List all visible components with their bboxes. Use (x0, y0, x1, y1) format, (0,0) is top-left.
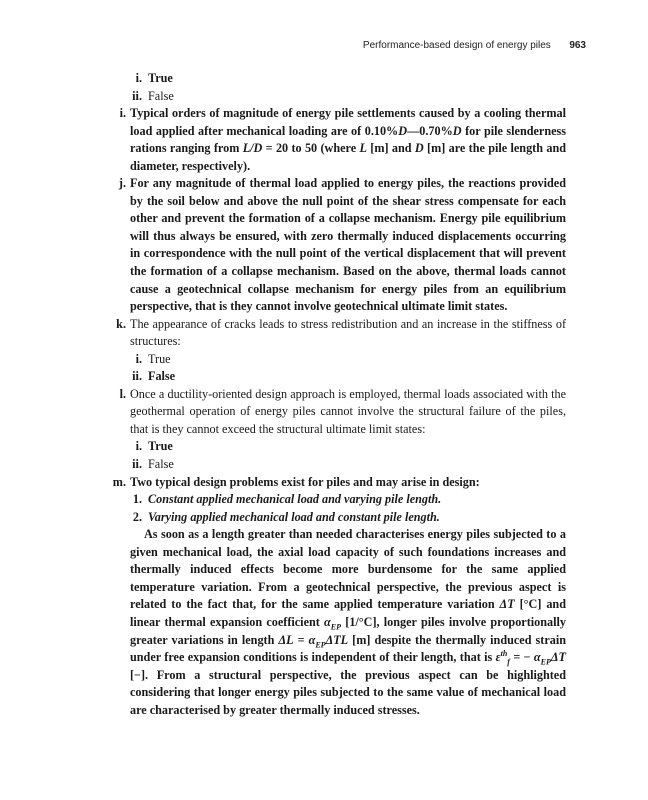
subscript-EP: EP (315, 639, 326, 649)
page-body (102, 70, 566, 719)
item-j-text: For any magnitude of thermal load applied to energy piles, the reactions provided by the soil below and above the null point of the shear stress compensate for each other and prevent the formation of a collapse mechanism. Energy pile equilibrium will thus always be ensured, with zero thermally induced displacements occurring in correspondence with the null point of the vertical displacement that will prevent the formation of a collapse mechanism. Based on the above, thermal loads cannot cause a geotechnical collapse mechanism for energy piles from an equilibrium perspective, that is they cannot involve geotechnical ultimate limit states. (130, 176, 566, 314)
item-m (102, 474, 566, 492)
symbol-L-over-D: L/D (242, 141, 263, 156)
option-label: ii. (132, 457, 142, 472)
page-number: 963 (569, 40, 586, 51)
item-m-text: Two typical design problems exist for piles and may arise in design: (130, 474, 480, 489)
item-i-text: —0.70% (407, 123, 453, 138)
symbol-epsilon: ε (495, 650, 501, 665)
superscript-th: th (500, 648, 508, 658)
option-label: ii. (132, 369, 142, 384)
running-header (363, 40, 586, 51)
symbol-alpha: α (533, 650, 541, 665)
symbol-D: D (398, 123, 408, 138)
option-text: True (148, 439, 173, 454)
symbol-alpha: α (308, 632, 316, 647)
symbol-delta-L: ΔL (278, 632, 294, 647)
item-l (102, 386, 566, 439)
symbol-alpha: α (324, 614, 331, 629)
option-k-i (102, 351, 566, 369)
option-m-2 (102, 509, 566, 527)
option-text: True (148, 351, 171, 366)
paragraph-text: [m] despite the thermally induced strain under free expansion conditions is independent of their length, that is (130, 632, 566, 665)
subscript-f: f (507, 657, 510, 667)
option-m-1 (102, 491, 566, 509)
item-j (102, 175, 566, 315)
paragraph-text: = (293, 632, 309, 647)
symbol-L: L (359, 141, 367, 156)
symbol-D: D (414, 141, 424, 156)
option-text: Varying applied mechanical load and constant pile length. (148, 509, 440, 524)
option-text: False (148, 369, 176, 384)
paragraph-text: [1/°C], longer piles involve proportionally greater variations in length (130, 614, 566, 647)
paragraph-text: [°C] and linear thermal expansion coefficient (130, 597, 566, 629)
item-label: i. (119, 106, 126, 121)
option-k-ii (102, 368, 566, 386)
symbol-D: D (452, 123, 462, 138)
item-k (102, 316, 566, 351)
symbol-delta-T: ΔT (550, 650, 566, 665)
symbol-delta-T: ΔT (499, 597, 515, 612)
paragraph-text: = − (509, 650, 534, 665)
subscript-EP: EP (540, 657, 551, 667)
item-m-answer-paragraph (102, 526, 566, 719)
option-text: False (148, 88, 174, 103)
item-i-text: for pile slenderness rations ranging from (130, 123, 567, 156)
option-text: Constant applied mechanical load and varying pile length. (148, 492, 442, 507)
option-label: ii. (132, 88, 142, 103)
option-label: i. (135, 71, 142, 85)
option-label: 2. (132, 509, 142, 524)
option-l-ii (102, 456, 566, 474)
item-i-text: [m] and (366, 141, 415, 156)
option-text: False (148, 457, 174, 472)
item-l-text: Once a ductility-oriented design approach is employed, thermal loads associated with the geothermal operation of energy piles cannot involve the structural failure of the piles, that is they cannot exceed the structural ultimate limit states: (130, 386, 566, 436)
paragraph-text: As soon as a length greater than needed characterises energy piles subjected to a given mechanical load, the axial load capacity of such foundations increases and thermally induced effects become more burdensome for the same applied temperature variation. From a geotechnical perspective, the previous aspect is related to the fact that, for the same applied temperature variation (130, 527, 566, 612)
item-label: j. (118, 176, 126, 191)
item-label: m. (112, 474, 126, 489)
item-label: k. (116, 316, 126, 331)
running-title: Performance-based design of energy piles (362, 40, 551, 51)
subscript-EP: EP (330, 622, 342, 632)
item-k-text: The appearance of cracks leads to stress redistribution and an increase in the stiffness of structures: (130, 316, 566, 349)
option-top-i (102, 70, 566, 88)
option-label: 1. (132, 492, 142, 507)
item-i (102, 105, 566, 175)
option-label: i. (135, 351, 142, 366)
item-i-text: = 20 to 50 (where (262, 141, 360, 156)
paragraph-text: [−]. From a structural perspective, the previous aspect can be highlighted considering that longer energy piles subjected to the same value of mechanical load are characterised by greater thermally induced stresses. (130, 667, 566, 717)
symbol-delta-TL: ΔTL (325, 632, 349, 647)
option-l-i (102, 438, 566, 456)
option-text: True (148, 71, 173, 85)
option-label: i. (135, 439, 142, 454)
item-i-text: Typical orders of magnitude of energy pile settlements caused by a cooling thermal load applied after mechanical loading are of 0.10% (130, 106, 566, 138)
option-top-ii (102, 88, 566, 106)
item-i-text: [m] are the pile length and diameter, respectively). (130, 141, 566, 173)
item-label: l. (119, 386, 126, 401)
